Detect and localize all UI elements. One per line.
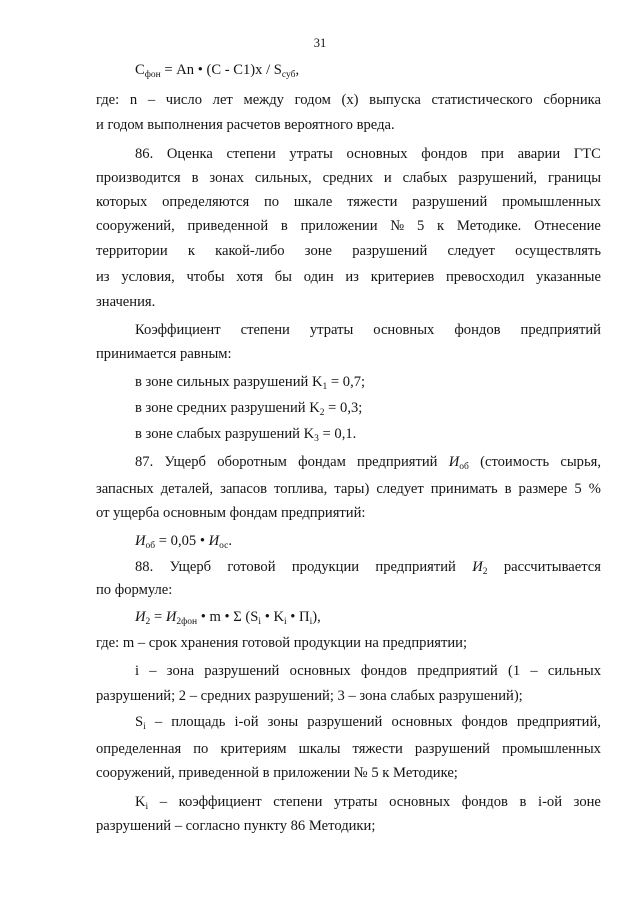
formula-lhs: И [135,609,146,625]
formula-i-2: И [208,533,220,549]
word: запасных [96,481,154,497]
zone-1-subscript: 1 [322,382,328,392]
zone-2-value: = 0,3; [324,400,363,416]
formula-mid: = 0,05 • [155,533,209,549]
coef-line-2: принимается равным: [96,346,232,362]
word: тяжести [347,194,398,210]
word: – [149,663,157,679]
word: 88. [135,559,154,575]
word: фондов [421,146,468,162]
word: разрушений [204,663,280,679]
word: Коэффициент [135,322,221,338]
symbol-i-subscript: 2 [482,567,488,577]
word: зона [166,663,195,679]
word: фондам [298,454,346,470]
symbol-s-subscript: i [143,722,146,732]
word: – [154,714,163,730]
p86-line-5 [96,244,601,259]
def-s-line-3: сооружений, приведенной в приложении № 5 к Методике; [96,765,458,781]
word: предприятий [520,322,601,338]
word: основных [389,794,451,810]
word: границы [548,170,601,186]
word: предприятий, [516,714,601,730]
p88-line-2: по формуле: [96,582,173,598]
word: лет [212,92,233,108]
word: определенная [96,741,182,757]
word: i-ой [234,714,259,730]
word: в [191,170,199,186]
word: продукции [291,559,360,575]
word: фондов [461,714,508,730]
where-n-line-2: и годом выполнения расчетов вероятного вреда. [96,117,395,133]
word: утраты [289,146,333,162]
word: сильных, [254,170,312,186]
word: основных [373,322,435,338]
word: запасов [220,481,268,497]
def-s-line-1 [135,715,601,730]
word: осуществлять [515,243,601,259]
word: тяжести [352,741,403,757]
word: разрушений, [458,170,538,186]
word: зонах [209,170,244,186]
word: Ущерб [164,454,206,470]
zone-1-text: в зоне сильных разрушений K [135,374,323,390]
symbol-k: K [135,794,146,810]
word: предприятий [417,663,498,679]
formula-p: • П [286,609,310,625]
word: статистического [431,92,533,108]
word: (стоимость [480,454,550,470]
word: сырья, [560,454,601,470]
word: средних [322,170,373,186]
word: зоне [573,794,601,810]
word: деталей, [160,481,214,497]
word: превосходил [445,269,525,285]
symbol-i-2 [472,560,487,575]
p87-line-3: от ущерба основным фондам предприятий: [96,505,366,521]
word: площадь [171,714,226,730]
word: – [159,794,168,810]
word: к [437,218,445,234]
formula-end: ), [312,609,321,625]
word: к [187,243,195,259]
word: из [96,269,110,285]
zone-3-text: в зоне слабых разрушений K [135,426,315,442]
def-i-line-2: разрушений; 2 – средних разрушений; 3 – зона слабых разрушений); [96,688,523,704]
formula-rhs: И [165,609,177,625]
formula-c-tail: , [295,62,300,78]
formula-tail: . [228,533,233,549]
word: i-ой [538,794,563,810]
word: промышленных [502,194,601,210]
word: сборника [543,92,601,108]
word: которых [96,194,148,210]
word: где: [96,92,120,108]
word: основных [346,146,408,162]
word: в [504,481,512,497]
word: разрушений [412,194,488,210]
p86-line-4 [96,219,601,234]
word: (1 [507,663,521,679]
formula-k-subscript: i [284,617,287,627]
word: коэффициент [178,794,262,810]
word: степени [226,146,276,162]
word: зоны [267,714,299,730]
symbol-s: S [135,714,144,730]
word: бы [274,269,292,285]
formula-rhs-subscript: 2фон [176,617,198,627]
symbol-k-i [135,795,148,810]
word: 86. [135,146,154,162]
word: основных [289,663,351,679]
p86-line-6 [96,270,601,285]
word: выпуска [369,92,421,108]
formula-lhs-subscript: 2 [145,617,151,627]
word: между [243,92,284,108]
word: размере [518,481,568,497]
word: (x) [341,92,359,108]
word: i [135,663,140,679]
word: критериям [220,741,287,757]
word: оборотным [217,454,287,470]
zone-2-subscript: 2 [319,408,325,418]
word: степени [273,794,323,810]
word: Методике. [456,218,522,234]
word: число [165,92,202,108]
symbol-i: И [472,559,483,575]
word: предприятий [357,454,438,470]
word: следует [447,243,495,259]
formula-k: • K [261,609,285,625]
word: готовой [227,559,276,575]
word: разрушений [352,243,428,259]
word: фондов [461,794,508,810]
word: приложении [300,218,378,234]
word: территории [96,243,168,259]
coef-zone-3 [135,427,356,442]
formula-c-symbol: C [135,62,145,78]
word: сооружений, [96,218,175,234]
p86-line-3 [96,195,601,210]
word: фондов [360,663,408,679]
word: – [530,663,538,679]
word: указанные [536,269,601,285]
word: условия, [121,269,175,285]
word: предприятий [375,559,456,575]
p86-line-1 [135,147,601,162]
formula-rest: • m • Σ (S [197,609,259,625]
symbol-s-i [135,715,146,730]
word: определяются [162,194,250,210]
def-k-line-2: разрушений – согласно пункту 86 Методики; [96,818,376,834]
word: критериев [370,269,435,285]
p86-line-2 [96,171,601,186]
zone-1-value: = 0,7; [327,374,366,390]
word: по [263,194,280,210]
word: № [390,218,405,234]
coef-line-1 [135,323,601,338]
coef-zone-2 [135,401,362,416]
word: утраты [309,322,354,338]
word: в [519,794,527,810]
symbol-i-ob [449,455,469,470]
formula-i: И [135,533,146,549]
word: 5 [574,481,582,497]
formula-i-2-subscript: ос [219,541,229,551]
word: Оценка [166,146,213,162]
word: Ущерб [169,559,212,575]
word: принимать [430,481,498,497]
word: шкале [293,194,333,210]
word: 87. [135,454,154,470]
def-m: где: m – срок хранения готовой продукции на предприятии; [96,635,468,651]
symbol-k-subscript: i [145,802,149,812]
p87-formula [135,534,232,549]
word: основных [391,714,453,730]
zone-2-text: в зоне средних разрушений K [135,400,320,416]
def-i-line-1 [135,664,601,679]
word: топлива, [274,481,328,497]
formula-c-subscript: фон [144,70,161,80]
word: утраты [334,794,378,810]
word: по [193,741,209,757]
where-n-line-1 [96,93,601,108]
formula-s-subscript: i [258,617,262,627]
word: производится [96,170,181,186]
word: аварии [517,146,561,162]
word: рассчитывается [503,559,601,575]
word: шкалы [298,741,341,757]
p88-line-1 [135,560,601,575]
coef-zone-1 [135,375,365,390]
formula-eq: = [150,609,166,625]
symbol-i: И [448,454,460,470]
def-s-line-2 [96,742,601,757]
word: в [280,218,288,234]
word: Отнесение [534,218,601,234]
word: – [147,92,156,108]
word: разрушений [307,714,383,730]
formula-c-body: = An • (C - C1)x / S [160,62,282,78]
word: годом [294,92,331,108]
word: и [383,170,392,186]
def-k-line-1 [135,795,601,810]
formula-i-subscript: об [145,541,156,551]
word: 5 [416,218,425,234]
word: слабых [402,170,448,186]
word: промышленных [502,741,601,757]
word: хотя [236,269,264,285]
word: приведенной [187,218,269,234]
word: при [481,146,504,162]
p88-formula [135,610,321,625]
formula-p-subscript: i [309,617,313,627]
zone-3-subscript: 3 [314,434,319,444]
symbol-i-subscript: об [459,462,469,472]
word: один [303,269,334,285]
p87-line-1 [135,455,601,470]
p87-line-2 [96,482,601,497]
word: % [588,481,601,497]
formula-s-subscript: суб [281,70,296,80]
zone-3-value: = 0,1. [318,426,357,442]
word: из [345,269,359,285]
word: зоне [304,243,333,259]
word: тары) [334,481,370,497]
word: следует [376,481,424,497]
word: фондов [454,322,501,338]
word: разрушений [414,741,490,757]
word: чтобы [186,269,225,285]
formula-c-background [135,63,299,78]
word: сильных [547,663,601,679]
word: ГТС [573,146,601,162]
page-number: 31 [313,36,327,50]
word: степени [240,322,290,338]
p86-line-7: значения. [96,294,156,310]
word: какой-либо [215,243,285,259]
word: n [129,92,138,108]
